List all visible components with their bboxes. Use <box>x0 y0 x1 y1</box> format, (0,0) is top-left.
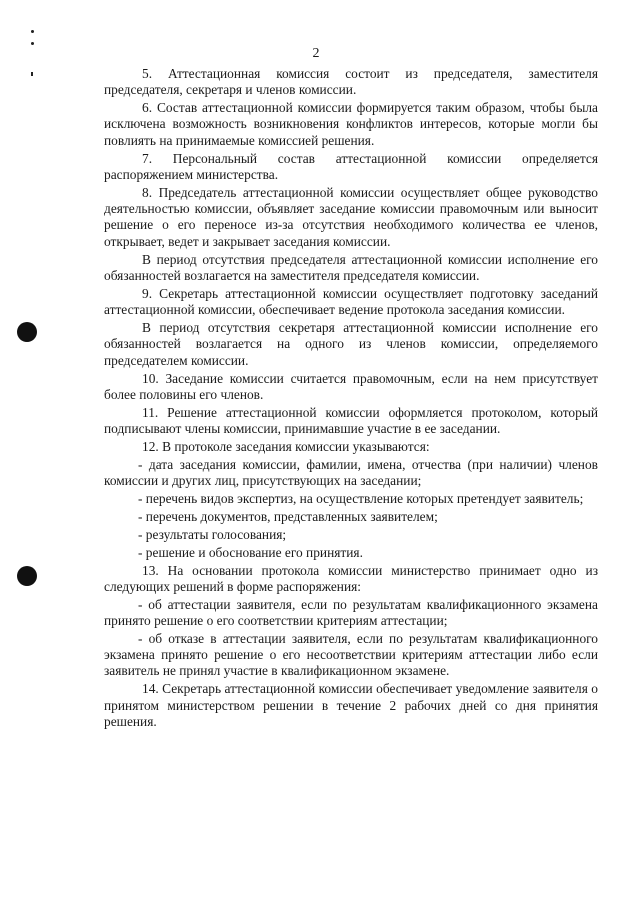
punch-hole <box>17 322 37 342</box>
list-item: - перечень документов, представленных заявителем; <box>138 508 438 524</box>
scan-speck <box>31 30 34 33</box>
paragraph-12: 12. В протоколе заседания комиссии указываются: <box>142 438 430 454</box>
paragraph-10: 10. Заседание комиссии считается правомочным, если на нем присутствует более половины его членов. <box>104 370 598 402</box>
paragraph-9-continued: В период отсутствия секретаря аттестационной комиссии исполнение его обязанностей возлагается на одного из членов комиссии, определяемого председателем комиссии. <box>104 320 598 368</box>
list-item: - решение и обоснование его принятия. <box>138 544 363 560</box>
list-item: - перечень видов экспертиз, на осуществление которых претендует заявитель; <box>138 490 584 506</box>
punch-hole <box>17 566 37 586</box>
list-item: - об отказе в аттестации заявителя, если по результатам квалификационного экзамена принято решение о его несоответствии критериям аттестации либо если заявитель не принял участие в квалификационном экзамене. <box>104 630 598 679</box>
document-body <box>104 66 598 732</box>
paragraph-14: 14. Секретарь аттестационной комиссии обеспечивает уведомление заявителя о принятом министерством решении в течение 2 рабочих дней со дня принятия решения. <box>104 681 598 729</box>
paragraph-7: 7. Персональный состав аттестационной комиссии определяется распоряжением министерства. <box>104 150 598 182</box>
scan-speck <box>31 72 33 76</box>
list-item: - результаты голосования; <box>138 526 287 542</box>
paragraph-8: 8. Председатель аттестационной комиссии осуществляет общее руководство деятельностью комиссии, объявляет заседание комиссии правомочным или выносит решение о его переносе из-за отсутствия необходимого количества ее членов, открывает, ведет и закрывает заседания комиссии. <box>104 184 598 249</box>
paragraph-5: 5. Аттестационная комиссия состоит из председателя, заместителя председателя, секретаря и членов комиссии. <box>104 66 598 98</box>
paragraph-13: 13. На основании протокола комиссии министерство принимает одно из следующих решений в форме распоряжения: <box>104 562 598 594</box>
paragraph-9: 9. Секретарь аттестационной комиссии осуществляет подготовку заседаний аттестационной комиссии, обеспечивает ведение протокола заседания комиссии. <box>104 285 598 318</box>
scan-speck <box>31 42 34 45</box>
list-item: - дата заседания комиссии, фамилии, имена, отчества (при наличии) членов комиссии и других лиц, присутствующих на заседании; <box>104 456 598 489</box>
page-number: 2 <box>312 46 320 61</box>
paragraph-11: 11. Решение аттестационной комиссии оформляется протоколом, который подписывают члены комиссии, принимавшие участие в ее заседании. <box>104 404 598 436</box>
paragraph-6: 6. Состав аттестационной комиссии формируется таким образом, чтобы была исключена возможность возникновения конфликтов интересов, которые могли бы повлиять на принимаемые комиссией решения. <box>104 100 598 148</box>
list-item: - об аттестации заявителя, если по результатам квалификационного экзамена принято решение о его соответствии критериям аттестации; <box>104 596 598 628</box>
paragraph-8-continued: В период отсутствия председателя аттестационной комиссии исполнение его обязанностей возлагается на заместителя председателя комиссии. <box>104 251 598 283</box>
